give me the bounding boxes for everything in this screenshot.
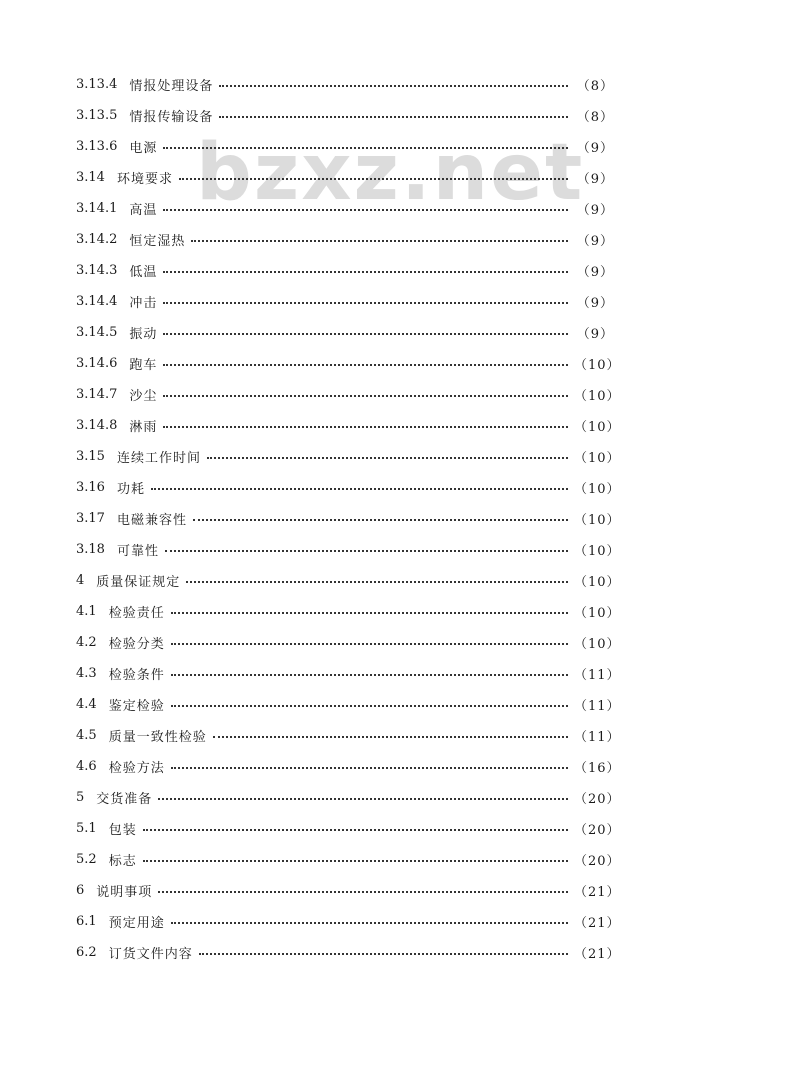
toc-entry-title: 连续工作时间	[116, 450, 201, 466]
toc-entry-page: （11）	[574, 698, 621, 714]
toc-entry-title: 低温	[129, 264, 158, 280]
toc-entry-number: 3.15	[76, 448, 105, 464]
dot-leader	[179, 165, 568, 189]
toc-entry-number: 4.6	[76, 758, 97, 774]
toc-entry-title: 鉴定检验	[108, 698, 165, 714]
toc-entry-number: 3.14.8	[76, 417, 118, 433]
toc-entry	[76, 599, 621, 623]
toc-entry-page: （10）	[574, 574, 621, 590]
toc-entry-title: 检验分类	[108, 636, 165, 652]
toc-entry	[76, 847, 621, 871]
toc-entry-number: 3.14.4	[76, 293, 118, 309]
dot-leader	[165, 537, 568, 561]
toc-entry-title: 功耗	[116, 481, 145, 497]
dot-leader	[163, 413, 568, 437]
dot-leader	[207, 444, 568, 468]
dot-leader	[171, 630, 568, 654]
toc-entry-number: 3.17	[76, 510, 105, 526]
toc-entry-number: 3.14.7	[76, 386, 118, 402]
dot-leader	[171, 661, 568, 685]
toc-entry	[76, 351, 621, 375]
toc-entry	[76, 227, 614, 251]
toc-entry-title: 检验方法	[108, 760, 165, 776]
toc-entry	[76, 320, 614, 344]
toc-entry	[76, 816, 621, 840]
dot-leader	[143, 816, 568, 840]
toc-entry-page: （10）	[574, 605, 621, 621]
toc-entry-page: （9）	[576, 264, 614, 280]
toc-entry-number: 6.1	[76, 913, 97, 929]
dot-leader	[186, 568, 568, 592]
toc-entry-page: （21）	[574, 915, 621, 931]
toc-entry-title: 质量保证规定	[96, 574, 181, 590]
toc-entry	[76, 940, 621, 964]
toc-entry	[76, 785, 621, 809]
toc-entry-title: 淋雨	[129, 419, 158, 435]
toc-entry-number: 4.2	[76, 634, 97, 650]
dot-leader	[219, 103, 568, 127]
toc-entry-page: （10）	[574, 512, 621, 528]
toc-entry-title: 振动	[129, 326, 158, 342]
dot-leader	[171, 692, 568, 716]
toc-entry-page: （9）	[576, 140, 614, 156]
toc-entry	[76, 72, 614, 96]
dot-leader	[213, 723, 568, 747]
dot-leader	[171, 754, 568, 778]
toc-entry-number: 5.1	[76, 820, 97, 836]
toc-entry	[76, 723, 621, 747]
toc-entry-page: （20）	[574, 853, 621, 869]
toc-entry-title: 质量一致性检验	[108, 729, 207, 745]
dot-leader	[163, 382, 568, 406]
toc-entry-title: 预定用途	[108, 915, 165, 931]
toc-entry-number: 6.2	[76, 944, 97, 960]
toc-entry-number: 3.14.5	[76, 324, 118, 340]
toc-entry-page: （10）	[574, 357, 621, 373]
toc-entry-page: （16）	[574, 760, 621, 776]
toc-entry-title: 电磁兼容性	[116, 512, 187, 528]
toc-entry-page: （9）	[576, 202, 614, 218]
toc-entry	[76, 413, 621, 437]
toc-entry	[76, 630, 621, 654]
toc-entry-title: 交货准备	[96, 791, 153, 807]
dot-leader	[151, 475, 568, 499]
toc-entry	[76, 692, 621, 716]
toc-entry-page: （21）	[574, 946, 621, 962]
toc-entry-number: 6	[76, 882, 85, 898]
toc-entry-number: 3.14	[76, 169, 105, 185]
toc-entry-page: （10）	[574, 636, 621, 652]
toc-entry-number: 5	[76, 789, 85, 805]
toc-entry	[76, 754, 621, 778]
toc-entry-title: 环境要求	[116, 171, 173, 187]
toc-entry	[76, 382, 621, 406]
toc-entry-number: 4.1	[76, 603, 97, 619]
dot-leader	[193, 506, 568, 530]
toc-entry-number: 4.4	[76, 696, 97, 712]
toc-entry-number: 3.14.1	[76, 200, 118, 216]
toc-entry-number: 3.18	[76, 541, 105, 557]
toc-entry	[76, 878, 621, 902]
dot-leader	[163, 258, 568, 282]
toc-entry	[76, 289, 614, 313]
toc-entry-title: 检验条件	[108, 667, 165, 683]
dot-leader	[191, 227, 568, 251]
toc-entry-title: 包装	[108, 822, 137, 838]
toc-entry-title: 检验责任	[108, 605, 165, 621]
toc-entry-title: 说明事项	[96, 884, 153, 900]
dot-leader	[163, 289, 568, 313]
dot-leader	[163, 134, 568, 158]
toc-entry-title: 情报处理设备	[129, 78, 214, 94]
dot-leader	[199, 940, 568, 964]
toc-entry-title: 电源	[129, 140, 158, 156]
toc-entry-page: （21）	[574, 884, 621, 900]
toc-entry-page: （11）	[574, 667, 621, 683]
toc-entry	[76, 475, 621, 499]
toc-entry-page: （20）	[574, 791, 621, 807]
dot-leader	[163, 196, 568, 220]
toc-entry-page: （9）	[576, 295, 614, 311]
toc-entry-page: （9）	[576, 326, 614, 342]
toc-entry-page: （8）	[576, 109, 614, 125]
dot-leader	[163, 351, 568, 375]
toc-entry-title: 冲击	[129, 295, 158, 311]
toc-entry	[76, 103, 614, 127]
toc-entry-page: （10）	[574, 388, 621, 404]
toc-entry-page: （9）	[576, 233, 614, 249]
toc-entry	[76, 537, 621, 561]
toc-entry-title: 恒定湿热	[129, 233, 186, 249]
toc-entry-page: （20）	[574, 822, 621, 838]
toc-entry-page: （10）	[574, 543, 621, 559]
dot-leader	[171, 909, 568, 933]
toc-entry-page: （10）	[574, 450, 621, 466]
toc-entry-number: 3.16	[76, 479, 105, 495]
toc-entry-title: 可靠性	[116, 543, 159, 559]
toc-entry	[76, 661, 621, 685]
toc-entry-number: 3.14.3	[76, 262, 118, 278]
toc-entry-page: （10）	[574, 481, 621, 497]
toc-entry-title: 沙尘	[129, 388, 158, 404]
toc-entry-number: 3.14.2	[76, 231, 118, 247]
toc-entry	[76, 165, 614, 189]
dot-leader	[158, 785, 568, 809]
watermark: bzxz.net	[196, 128, 585, 218]
toc-entry-title: 订货文件内容	[108, 946, 193, 962]
dot-leader	[163, 320, 568, 344]
toc-entry-page: （10）	[574, 419, 621, 435]
toc-entry-page: （8）	[576, 78, 614, 94]
toc-entry	[76, 506, 621, 530]
dot-leader	[143, 847, 568, 871]
toc-entry	[76, 444, 621, 468]
toc-entry	[76, 568, 621, 592]
toc-entry	[76, 909, 621, 933]
toc-entry	[76, 134, 614, 158]
dot-leader	[219, 72, 568, 96]
toc-entry-number: 4.5	[76, 727, 97, 743]
toc-entry-title: 跑车	[129, 357, 158, 373]
dot-leader	[158, 878, 568, 902]
dot-leader	[171, 599, 568, 623]
toc-entry-number: 3.13.4	[76, 76, 118, 92]
toc-entry	[76, 258, 614, 282]
toc-entry-title: 标志	[108, 853, 137, 869]
toc-entry-number: 5.2	[76, 851, 97, 867]
toc-entry-title: 情报传输设备	[129, 109, 214, 125]
toc-entry-number: 4	[76, 572, 85, 588]
toc-entry-title: 高温	[129, 202, 158, 218]
toc-entry-page: （9）	[576, 171, 614, 187]
toc-entry-number: 3.13.6	[76, 138, 118, 154]
toc-entry-number: 4.3	[76, 665, 97, 681]
toc-entry-page: （11）	[574, 729, 621, 745]
toc-entry-number: 3.14.6	[76, 355, 118, 371]
toc-entry-number: 3.13.5	[76, 107, 118, 123]
toc-entry	[76, 196, 614, 220]
